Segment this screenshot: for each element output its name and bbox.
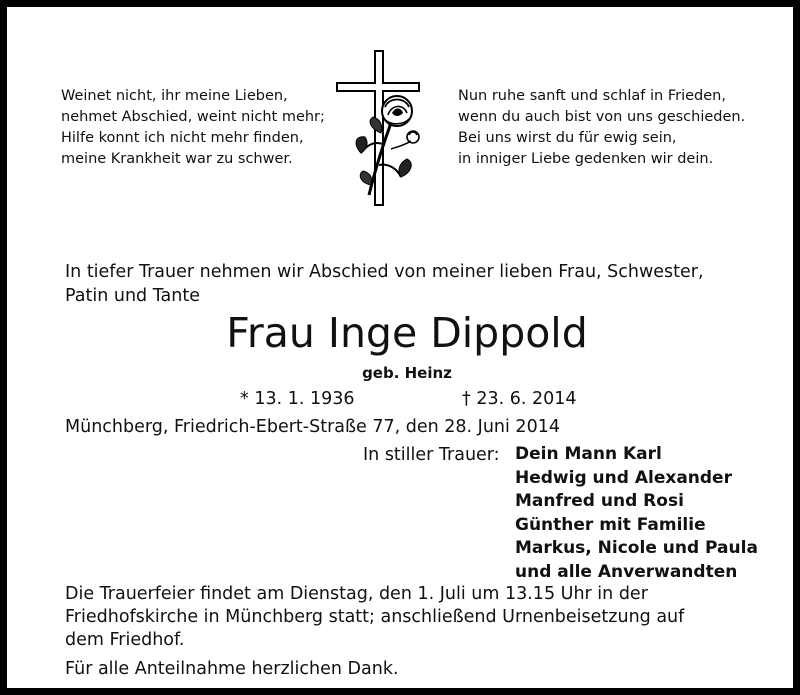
thanks-line: Für alle Anteilnahme herzlichen Dank.: [65, 659, 399, 679]
mourner-name: Günther mit Familie: [515, 514, 706, 535]
poem-right-line: wenn du auch bist von uns geschieden.: [458, 109, 746, 125]
mourner-name: Manfred und Rosi: [515, 491, 684, 511]
poem-left-line: nehmet Abschied, weint nicht mehr;: [61, 109, 325, 125]
birth-date: * 13. 1. 1936: [240, 389, 355, 409]
funeral-notice: [65, 583, 684, 652]
poem-right-line: Nun ruhe sanft und schlaf in Frieden,: [458, 88, 726, 104]
mourner-name: Hedwig und Alexander: [515, 467, 732, 488]
cross-with-rose-icon: [325, 45, 435, 215]
mourners-list: [515, 443, 758, 584]
deceased-name: Frau Inge Dippold: [226, 309, 588, 357]
place-and-date: Münchberg, Friedrich-Ebert-Straße 77, den 28. Juni 2014: [65, 417, 560, 437]
mourners-label: In stiller Trauer:: [363, 445, 500, 465]
poem-left: [61, 86, 325, 170]
funeral-notice-line: Die Trauerfeier findet am Dienstag, den 1. Juli um 13.15 Uhr in der: [65, 584, 648, 604]
mourner-name: Markus, Nicole und Paula: [515, 538, 758, 558]
mourner-name: Dein Mann Karl: [515, 444, 662, 464]
poem-right: [458, 86, 745, 170]
poem-left-line: meine Krankheit war zu schwer.: [61, 151, 293, 167]
poem-right-line: in inniger Liebe gedenken wir dein.: [458, 151, 714, 167]
poem-left-line: Hilfe konnt ich nicht mehr finden,: [61, 130, 304, 146]
intro-line-2: Patin und Tante: [65, 286, 200, 306]
funeral-notice-line: dem Friedhof.: [65, 630, 185, 650]
maiden-name: geb. Heinz: [362, 364, 452, 382]
poem-right-line: Bei uns wirst du für ewig sein,: [458, 130, 677, 146]
poem-left-line: Weinet nicht, ihr meine Lieben,: [61, 88, 288, 104]
death-date: † 23. 6. 2014: [462, 389, 577, 409]
intro-line-1: In tiefer Trauer nehmen wir Abschied von meiner lieben Frau, Schwester,: [65, 262, 704, 282]
funeral-notice-line: Friedhofskirche in Münchberg statt; anschließend Urnenbeisetzung auf: [65, 607, 685, 627]
mourner-name: und alle Anverwandten: [515, 561, 738, 582]
